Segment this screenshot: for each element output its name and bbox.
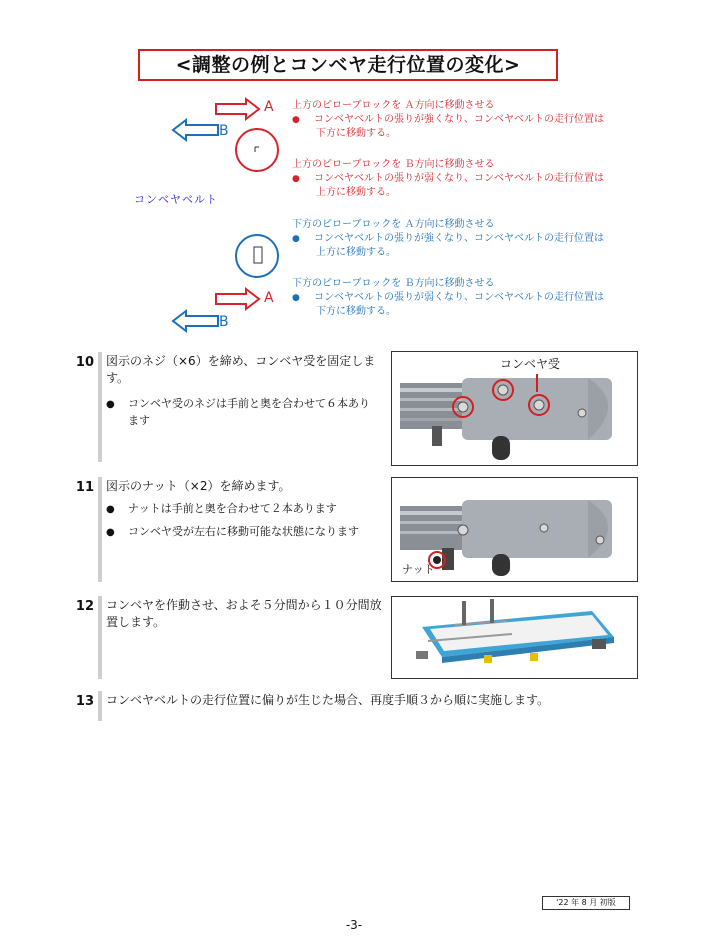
photo-conveyor-running-image bbox=[392, 597, 637, 678]
note-heading: 下方のピローブロックを Ｂ方向に移動させる bbox=[292, 278, 495, 289]
note-heading: 上方のピローブロックを Ｂ方向に移動させる bbox=[292, 159, 495, 170]
bullet-line: コンベヤ受が左右に移動可能な状態になります bbox=[128, 525, 359, 538]
step-line: 図示のナット（×2）を締めます。 bbox=[106, 479, 291, 493]
arrow-b-lower-icon bbox=[173, 311, 218, 331]
label-a-lower: A bbox=[264, 290, 274, 306]
bullet-icon: ● bbox=[106, 504, 115, 515]
note-line: コンベヤベルトの張りが強くなり、コンベヤベルトの走行位置は bbox=[314, 114, 604, 125]
step-bullet bbox=[106, 501, 390, 518]
arrow-a-lower-icon bbox=[216, 289, 259, 309]
step-number: 11 bbox=[75, 480, 94, 495]
step-divider bbox=[98, 691, 102, 721]
note-line: 下方に移動する。 bbox=[316, 128, 396, 139]
step-text bbox=[106, 597, 390, 631]
label-b-upper: B bbox=[219, 123, 229, 139]
page-title: <調整の例とコンベヤ走行位置の変化> bbox=[138, 49, 558, 81]
step-bullet bbox=[106, 524, 390, 541]
note-line: 下方に移動する。 bbox=[316, 306, 396, 317]
step-line: す。 bbox=[106, 371, 130, 385]
bullet-icon: ● bbox=[292, 115, 300, 125]
note-heading: 下方のピローブロックを Ａ方向に移動させる bbox=[292, 219, 495, 230]
bullet-icon: ● bbox=[292, 174, 300, 184]
step-divider bbox=[98, 352, 102, 462]
photo-label: ナット bbox=[402, 563, 435, 576]
step-line: コンベヤベルトの走行位置に偏りが生じた場合、再度手順３から順に実施します。 bbox=[106, 693, 550, 707]
upper-pulley-icon bbox=[236, 129, 278, 171]
note-line: 上方に移動する。 bbox=[316, 187, 396, 198]
label-b-lower: B bbox=[219, 314, 229, 330]
belt-label: コンベヤベルト bbox=[134, 193, 218, 206]
step-line: 置します。 bbox=[106, 615, 166, 629]
note-lower-a bbox=[292, 218, 604, 260]
bullet-icon: ● bbox=[106, 527, 115, 538]
step-number: 12 bbox=[75, 599, 94, 614]
photo-label: コンベヤ受 bbox=[500, 357, 561, 371]
bullet-line: ます bbox=[128, 414, 150, 427]
step-text bbox=[106, 478, 386, 495]
note-heading: 上方のピローブロックを Ａ方向に移動させる bbox=[292, 100, 495, 111]
step-bullet bbox=[106, 396, 390, 429]
photo-conveyor-running bbox=[391, 596, 638, 679]
step-line: コンベヤを作動させ、およそ５分間から１０分間放 bbox=[106, 598, 382, 612]
arrow-a-upper-icon bbox=[216, 99, 259, 119]
note-line: コンベヤベルトの張りが弱くなり、コンベヤベルトの走行位置は bbox=[314, 292, 604, 303]
note-line: コンベヤベルトの張りが強くなり、コンベヤベルトの走行位置は bbox=[314, 233, 604, 244]
step-number: 10 bbox=[75, 355, 94, 370]
step-text bbox=[106, 353, 386, 387]
note-upper-a bbox=[292, 99, 604, 141]
step-divider bbox=[98, 477, 102, 582]
bullet-line: ナットは手前と奥を合わせて２本あります bbox=[128, 502, 337, 515]
note-line: 上方に移動する。 bbox=[316, 247, 396, 258]
bullet-icon: ● bbox=[292, 293, 300, 303]
bullet-icon: ● bbox=[292, 234, 300, 244]
step-line: 図示のネジ（×6）を締め、コンベヤ受を固定しま bbox=[106, 354, 376, 368]
note-upper-b bbox=[292, 158, 604, 200]
label-a-upper: A bbox=[264, 99, 274, 115]
photo-conveyor-receiver bbox=[391, 351, 638, 466]
bullet-line: コンベヤ受のネジは手前と奥を合わせて６本あり bbox=[128, 397, 370, 410]
note-lower-b bbox=[292, 277, 604, 319]
step-number: 13 bbox=[75, 694, 94, 709]
note-line: コンベヤベルトの張りが弱くなり、コンベヤベルトの走行位置は bbox=[314, 173, 604, 184]
bullet-icon: ● bbox=[106, 399, 115, 410]
arrow-b-upper-icon bbox=[173, 120, 218, 140]
step-text bbox=[106, 692, 626, 709]
page-number: -3- bbox=[345, 918, 363, 932]
step-divider bbox=[98, 596, 102, 679]
photo-nut bbox=[391, 477, 638, 582]
edition-label: '22 年 8 月 初版 bbox=[542, 896, 630, 910]
